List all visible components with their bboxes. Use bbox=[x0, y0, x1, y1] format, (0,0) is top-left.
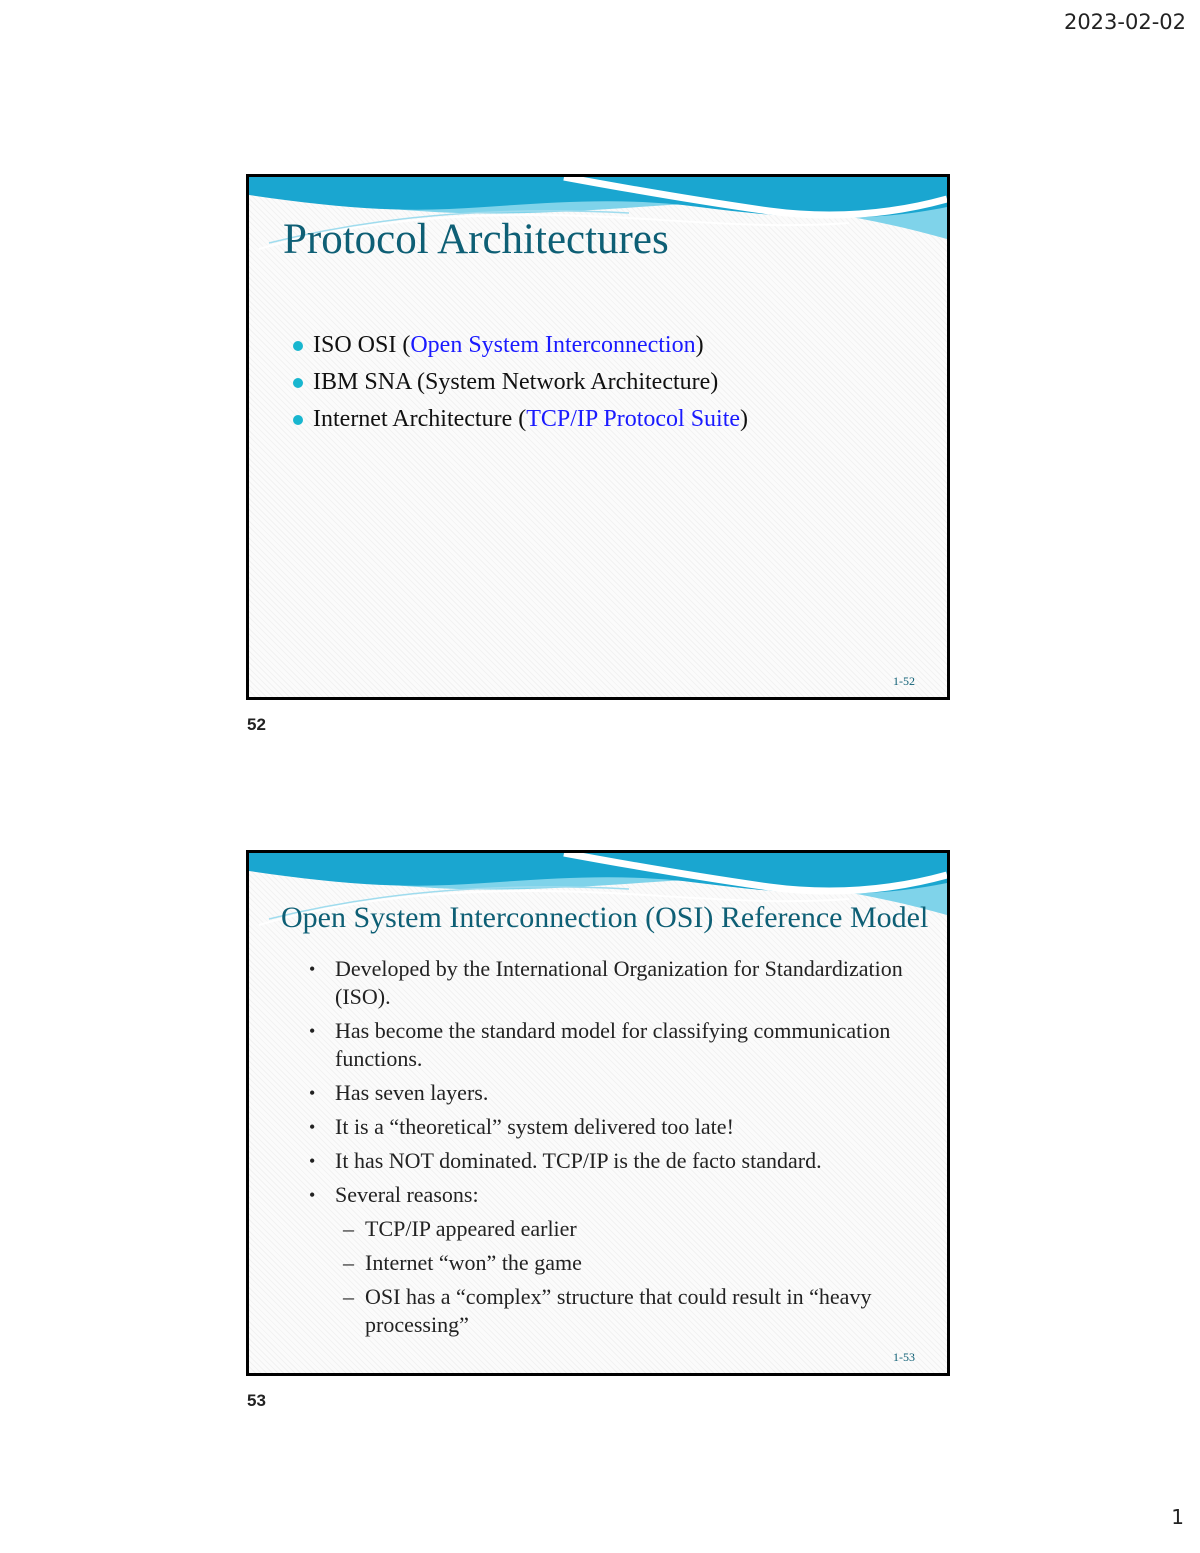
bullet-icon: • bbox=[309, 1021, 316, 1041]
list-item: • It is a “theoretical” system delivered too late! bbox=[309, 1114, 734, 1139]
slide-number: 1-52 bbox=[893, 674, 915, 688]
list-item: • It has NOT dominated. TCP/IP is the de facto standard. bbox=[309, 1148, 822, 1173]
slide-caption: 52 bbox=[247, 715, 266, 734]
slide-52 bbox=[246, 174, 950, 700]
slide-caption: 53 bbox=[247, 1391, 266, 1410]
bullet-icon: • bbox=[309, 1083, 316, 1103]
list-item: • Developed by the International Organization for Standardization (ISO). bbox=[309, 956, 903, 1009]
slide-53 bbox=[246, 850, 950, 1376]
list-item: ISO OSI (Open System Interconnection) bbox=[291, 327, 748, 364]
sub-list-item: – Internet “won” the game bbox=[343, 1250, 582, 1275]
dash-icon: – bbox=[343, 1216, 354, 1241]
bullet-icon: • bbox=[309, 1117, 316, 1137]
sub-bullet-list bbox=[339, 1215, 947, 1339]
bullet-icon bbox=[293, 378, 303, 388]
page-date: 2023-02-02 bbox=[1063, 10, 1186, 34]
page-number: 1 bbox=[1171, 1505, 1184, 1529]
bullet-icon: • bbox=[309, 1151, 316, 1171]
dash-icon: – bbox=[343, 1284, 354, 1309]
slide-title: Open System Interconnection (OSI) Reference Model bbox=[281, 901, 929, 934]
slide-number: 1-53 bbox=[893, 1350, 915, 1364]
list-item: • Has seven layers. bbox=[309, 1080, 489, 1105]
list-item: IBM SNA (System Network Architecture) bbox=[291, 364, 748, 401]
list-item: • Has become the standard model for classifying communication functions. bbox=[309, 1018, 891, 1071]
bullet-icon bbox=[293, 415, 303, 425]
sub-list-item: – TCP/IP appeared earlier bbox=[343, 1216, 577, 1241]
dash-icon: – bbox=[343, 1250, 354, 1275]
bullet-list bbox=[291, 327, 748, 438]
bullet-list bbox=[309, 955, 947, 1345]
sub-list-item: – OSI has a “complex” structure that could result in “heavy processing” bbox=[343, 1284, 872, 1337]
bullet-icon: • bbox=[309, 1185, 316, 1205]
list-item: • Several reasons: – TCP/IP appeared earlier – Internet “won” the game – OSI has a “complex” structure that could result in “heavy processing” bbox=[309, 1181, 947, 1339]
list-item: Internet Architecture (TCP/IP Protocol Suite) bbox=[291, 401, 748, 438]
bullet-icon: • bbox=[309, 959, 316, 979]
bullet-icon bbox=[293, 341, 303, 351]
slide-title: Protocol Architectures bbox=[283, 216, 669, 263]
